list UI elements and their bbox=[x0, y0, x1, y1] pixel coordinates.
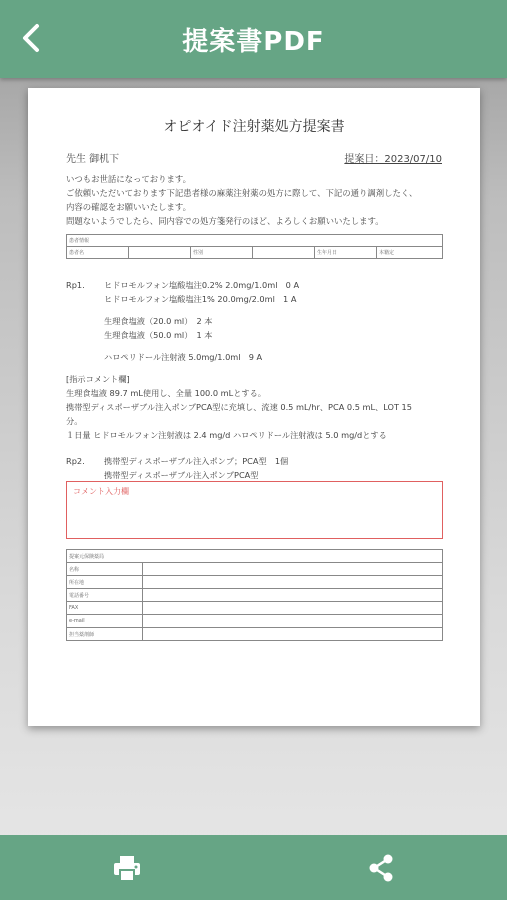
share-icon bbox=[366, 853, 396, 883]
comment-placeholder: コメント入力欄 bbox=[73, 487, 129, 496]
greeting-line: いつもお世話になっております。 bbox=[66, 174, 191, 184]
prescription-section bbox=[66, 278, 456, 482]
document-title: オピオイド注射薬処方提案書 bbox=[163, 119, 345, 135]
pharmacy-fax-label: FAX bbox=[67, 602, 143, 615]
pharmacy-email-label: e-mail bbox=[67, 615, 143, 628]
back-button[interactable] bbox=[14, 20, 50, 56]
pharmacy-name-label: 名称 bbox=[67, 563, 143, 576]
print-button[interactable] bbox=[112, 853, 142, 883]
pharmacy-info-table bbox=[66, 549, 443, 641]
page-title: 提案書PDF bbox=[182, 26, 325, 57]
rp1-line: 生理食塩液（20.0 ml） 2 本 bbox=[104, 316, 213, 326]
greeting-line: 問題ないようでしたら、同内容での処方箋発行のほど、よろしくお願いいたします。 bbox=[66, 216, 384, 226]
instruction-line: 分。 bbox=[66, 416, 83, 426]
greeting-line: 内容の確認をお願いいたします。 bbox=[66, 202, 191, 212]
instruction-line: 携帯型ディスポーザブル注入ポンプPCA型に充填し、流速 0.5 mL/hr、PCA 0.5 mL、LOT 15 bbox=[66, 402, 412, 412]
pharmacy-fax-value bbox=[143, 602, 443, 615]
pharmacy-address-value bbox=[143, 576, 443, 589]
pdf-page[interactable] bbox=[28, 88, 480, 726]
birthdate-label: 生年月日 bbox=[315, 247, 377, 259]
gender-label: 性別 bbox=[191, 247, 253, 259]
greeting-text bbox=[66, 172, 446, 228]
chevron-left-icon bbox=[14, 20, 50, 56]
rp2-line: 携帯型ディスポーザブル注入ポンプ；PCA型 1個 bbox=[104, 456, 289, 466]
comment-input-box[interactable] bbox=[66, 481, 443, 539]
rp2-label: Rp2. bbox=[66, 456, 85, 466]
instruction-line: [指示コメント欄] bbox=[66, 374, 130, 384]
greeting-line: ご依頼いただいております下記患者様の麻薬注射薬の処方に際して、下記の通り調剤したく、 bbox=[66, 188, 418, 198]
pharmacy-phone-value bbox=[143, 589, 443, 602]
rp1-line: 生理食塩液（50.0 ml） 1 本 bbox=[104, 330, 213, 340]
share-button[interactable] bbox=[366, 853, 396, 883]
patient-table-header: 患者情報 bbox=[67, 235, 443, 247]
printer-icon bbox=[112, 853, 142, 883]
domicile-label: 本籍定 bbox=[377, 247, 443, 259]
proposal-date: 提案日：2023/07/10 bbox=[344, 154, 442, 165]
header-bar bbox=[0, 0, 507, 78]
pharmacy-table-header: 提案元保険薬局 bbox=[67, 550, 443, 563]
rp1-line: ハロペリドール注射液 5.0mg/1.0ml 9 A bbox=[104, 352, 263, 362]
pharmacy-email-value bbox=[143, 615, 443, 628]
rp2-line: 携帯型ディスポーザブル注入ポンプPCA型 bbox=[104, 470, 259, 480]
patient-name-label: 患者名 bbox=[67, 247, 129, 259]
instruction-line: １日量 ヒドロモルフォン注射液は 2.4 mg/d ハロペリドール注射液は 5.0 mg/dとする bbox=[66, 430, 387, 440]
patient-info-table bbox=[66, 234, 443, 259]
pharmacy-phone-label: 電話番号 bbox=[67, 589, 143, 602]
addressee: 先生 御机下 bbox=[66, 154, 120, 165]
pharmacist-value bbox=[143, 628, 443, 641]
rp1-line: ヒドロモルフォン塩酸塩注0.2% 2.0mg/1.0ml 0 A bbox=[104, 280, 300, 290]
bottom-toolbar bbox=[0, 835, 507, 900]
rp1-line: ヒドロモルフォン塩酸塩注1% 20.0mg/2.0ml 1 A bbox=[104, 294, 297, 304]
rp1-label: Rp1. bbox=[66, 280, 85, 290]
pharmacy-address-label: 所在地 bbox=[67, 576, 143, 589]
instruction-line: 生理食塩液 89.7 mL使用し、全量 100.0 mLとする。 bbox=[66, 388, 266, 398]
patient-name-value bbox=[129, 247, 191, 259]
pharmacy-name-value bbox=[143, 563, 443, 576]
gender-value bbox=[253, 247, 315, 259]
pharmacist-label: 担当薬剤師 bbox=[67, 628, 143, 641]
